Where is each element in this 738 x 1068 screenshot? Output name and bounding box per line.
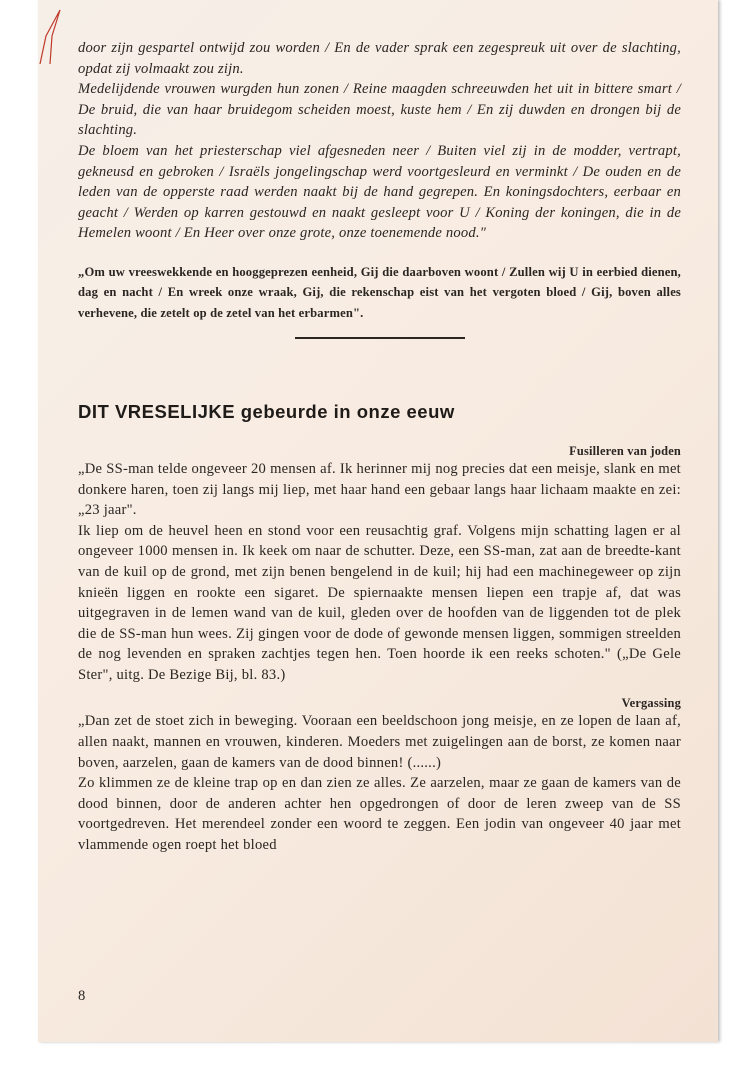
body-paragraph: Ik liep om de heuvel heen en stond voor een reusachtig graf. Volgens mijn schatting lagen er al ongeveer 1000 mensen in. Ik keek om naar de schutter. Deze, een SS-man, zat aan de breedte-kant van de kuil op de grond, met zijn benen bengelend in de kuil; hij had een machinegeweer op zijn knieën liggen en rookte een sigaret. De spiernaakte mensen liepen een trapje af, dat was uitgegraven in de lemen wand van de kuil, gleden over de hoofden van de liggenden tot de plek die de SS-man hun wees. Zij gingen voor de dode of gewonde mensen liggen, sommigen streelden de nog levenden en spraken zachtjes tegen hen. Toen hoorde ik een reeks schoten." („De Gele Ster", uitg. De Bezige Bij, bl. 83.): [78, 522, 681, 683]
red-pencil-mark: [38, 6, 68, 66]
italic-paragraph: De bloem van het priesterschap viel afgesneden neer / Buiten viel zij in de modder, vertrapt, gekneusd en gebroken / Israëls jongelingschap werd voortgesleurd en verminkt / De ouden en de leden van de opperste raad werden naakt bij de hand gegrepen. En koningsdochters, eerbaar en geacht / Werden op karren gestouwd en naakt gesleept voor U / Koning der koningen, die in de Hemelen woont / En Heer over onze grote, onze toenemende nood.": [78, 142, 681, 242]
italic-poem-block: [78, 38, 681, 244]
section-heading: [78, 401, 681, 423]
heading-caps: DIT VRESELIJKE: [78, 400, 236, 422]
heading-rest: gebeurde in onze eeuw: [240, 400, 455, 422]
section-vergassing-text: [78, 711, 681, 855]
document-page: [38, 0, 718, 1042]
body-paragraph: Zo klimmen ze de kleine trap op en dan zien ze alles. Ze aarzelen, maar ze gaan de kamers van de dood binnen, door de anderen achter hen opgedrongen of door de leren zweep van de SS voortgedreven. Het merendeel zonder een woord te zeggen. Een jodin van ongeveer 40 jaar met vlammende ogen roept het bloed: [78, 775, 681, 854]
bold-quote: „Om uw vreeswekkende en hooggeprezen eenheid, Gij die daarboven woont / Zullen wij U in eerbied dienen, dag en nacht / En wreek onze wraak, Gij, die rekenschap eist van het vergoten bloed / Gij, boven alles verhevene, die zetelt op de zetel van het erbarmen".: [78, 264, 681, 320]
body-paragraph: „Dan zet de stoet zich in beweging. Vooraan een beeldschoon jong meisje, en ze lopen de laan af, allen naakt, mannen en vrouwen, kinderen. Moeders met zuigelingen aan de borst, ze komen naar boven, aarzelen, gaan de kamers van de dood binnen! (......): [78, 713, 681, 771]
body-paragraph: „De SS-man telde ongeveer 20 mensen af. Ik herinner mij nog precies dat een meisje, slank en met donkere haren, toen zij langs mij liep, met haar hand een gebaar langs haar lichaam maakte en zei: „23 jaar".: [78, 460, 681, 519]
subhead-vergassing: Vergassing: [621, 696, 681, 711]
section-divider: [295, 337, 465, 339]
italic-paragraph: door zijn gespartel ontwijd zou worden / En de vader sprak een zegespreuk uit over de slachting, opdat zij volmaakt zou zijn.: [78, 40, 681, 77]
page-number: 8: [78, 988, 86, 1004]
page-content: [78, 38, 681, 856]
section-fusilleren-text: [78, 459, 681, 686]
italic-paragraph: Medelijdende vrouwen wurgden hun zonen / Reine maagden schreeuwden het uit in bittere smart / De bruid, die van haar bruidegom scheiden moest, kuste hem / En zij duwden en drongen bij de slachting.: [78, 81, 681, 139]
subhead-fusilleren: Fusilleren van joden: [569, 443, 681, 458]
